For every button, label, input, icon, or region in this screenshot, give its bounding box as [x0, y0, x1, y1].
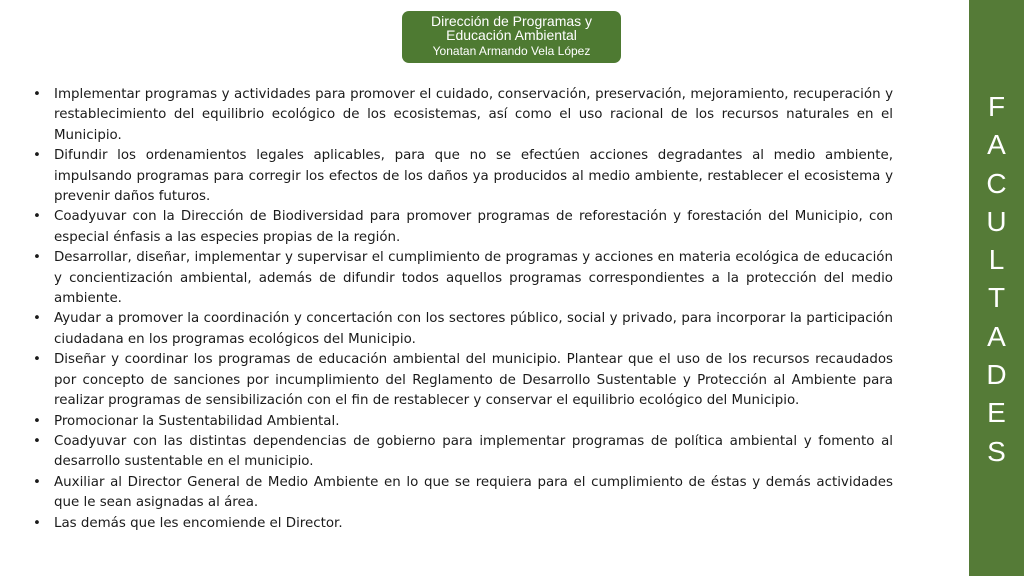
header-box — [402, 11, 621, 63]
faculties-list — [32, 85, 893, 534]
list-item: • Ayudar a promover la coordinación y concertación con los sectores público, social y privado, para incorporar la participación ciudadana en los programas ecológicos del Municipio. — [32, 309, 893, 350]
list-item: • Desarrollar, diseñar, implementar y supervisar el cumplimiento de programas y acciones en materia ecológica de educación y concientización ambiental, además de difundir todos aquellos programas correspondientes a la protección del medio ambiente. — [32, 248, 893, 309]
list-item: • Difundir los ordenamientos legales aplicables, para que no se efectúen acciones degradantes al medio ambiente, impulsando programas para corregir los efectos de los daños ya producidos al medio ambiente, restablecer el ecosistema y prevenir daños futuros. — [32, 146, 893, 207]
sidebar — [969, 0, 1024, 576]
vertical-title-letter: A — [987, 320, 1006, 352]
vertical-title-letter: D — [986, 359, 1007, 391]
vertical-title — [969, 88, 1024, 471]
list-item: • Las demás que les encomiende el Director. — [32, 514, 893, 534]
list-item: • Diseñar y coordinar los programas de educación ambiental del municipio. Plantear que el uso de los recursos recaudados por concepto de sanciones por incumplimiento del Reglamento de Desarrollo Sustentable y Protección al Ambiente para realizar programas de sensibilización con el fin de restablecer y conservar el equilibrio ecológico del Municipio. — [32, 350, 893, 411]
vertical-title-letter: T — [987, 282, 1006, 314]
vertical-title-letter: A — [987, 129, 1006, 161]
list-item: • Coadyuvar con las distintas dependencias de gobierno para implementar programas de política ambiental y fomento al desarrollo sustentable en el municipio. — [32, 432, 893, 473]
vertical-title-letter: L — [988, 244, 1005, 276]
vertical-title-letter: C — [986, 167, 1007, 199]
list-item: • Implementar programas y actividades para promover el cuidado, conservación, preservación, mejoramiento, recuperación y restablecimiento del equilibrio ecológico de los ecosistemas, así como el uso racional de los recursos naturales en el Municipio. — [32, 85, 893, 146]
header-title-line2: Educación Ambiental — [446, 27, 577, 43]
header-title-line1: Dirección de Programas y — [430, 13, 593, 29]
vertical-title-letter: S — [987, 435, 1006, 467]
vertical-title-letter: F — [987, 91, 1006, 122]
vertical-title-letter: E — [987, 397, 1006, 429]
header-subtitle: Yonatan Armando Vela López — [432, 44, 591, 58]
vertical-title-letter: U — [986, 205, 1007, 237]
list-item: • Promocionar la Sustentabilidad Ambiental. — [32, 412, 893, 432]
list-item: • Coadyuvar con la Dirección de Biodiversidad para promover programas de reforestación y forestación del Municipio, con especial énfasis a las especies propias de la región. — [32, 207, 893, 248]
list-item: • Auxiliar al Director General de Medio Ambiente en lo que se requiera para el cumplimiento de éstas y demás actividades que le sean asignadas al área. — [32, 473, 893, 514]
